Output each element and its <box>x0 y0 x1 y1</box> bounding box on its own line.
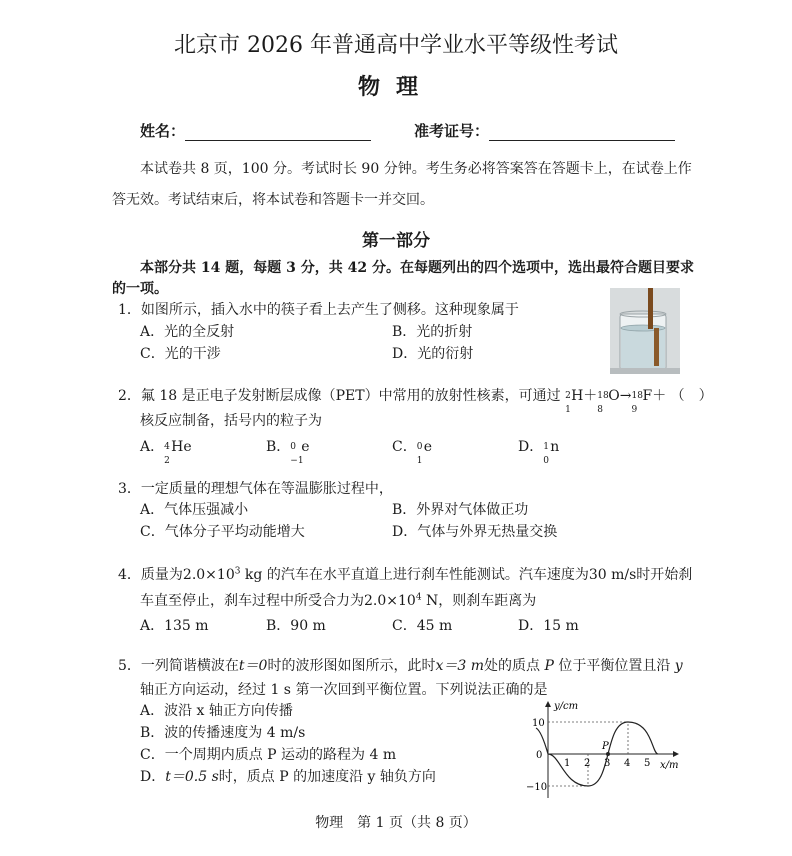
y-axis-label: y/cm <box>554 701 579 712</box>
instructions-line2: 答无效。考试结束后，将本试卷和答题卡一并交回。 <box>112 192 434 208</box>
q2-reaction: 2 1 H＋ 18 8 O→ 18 9 F＋ <box>565 388 667 415</box>
q2-option-a: A． 4 2 He <box>140 439 192 466</box>
q4-option-b: B．90 m <box>266 618 326 634</box>
page-footer: 物理 第 1 页（共 8 页） <box>315 815 477 831</box>
id-blank[interactable] <box>489 124 675 141</box>
q3-option-a: A．气体压强减小 <box>140 502 249 518</box>
q5-option-d: D．t＝0.5 s时，质点 P 的加速度沿 y 轴负方向 <box>140 769 436 785</box>
q5-stem: 5．一列简谐横波在t＝0时的波形图如图所示，此时x＝3 m处的质点 P 位于平衡位置且沿 y <box>118 658 683 674</box>
id-field[interactable] <box>414 120 675 141</box>
section-desc1: 本部分共 14 题，每题 3 分，共 42 分。在每题列出的四个选项中，选出最符合题目要求 <box>140 260 694 276</box>
q1-option-b: B．光的折射 <box>392 324 473 340</box>
q5-option-a: A．波沿 x 轴正方向传播 <box>140 703 293 719</box>
q5-option-b: B．波的传播速度为 4 m/s <box>140 725 306 741</box>
instructions-line1: 本试卷共 8 页，100 分。考试时长 90 分钟。考生务必将答案答在答题卡上，在试卷上作 <box>140 161 692 177</box>
q2-option-c: C． 0 1 e <box>392 439 433 466</box>
q1-option-d: D．光的衍射 <box>392 346 474 362</box>
x-tick-3: 3 <box>604 758 611 769</box>
q4-option-d: D．15 m <box>518 618 579 634</box>
q1-option-c: C．光的干涉 <box>140 346 221 362</box>
q1-stem: 1．如图所示，插入水中的筷子看上去产生了侧移。这种现象属于 <box>118 302 519 318</box>
y-tick-bottom: −10 <box>526 782 548 793</box>
q4-option-c: C．45 m <box>392 618 453 634</box>
q5-option-c: C．一个周期内质点 P 运动的路程为 4 m <box>140 747 397 763</box>
q3-option-b: B．外界对气体做正功 <box>392 502 529 518</box>
id-label: 准考证号： <box>414 122 490 140</box>
x-axis-label: x/m <box>660 760 679 771</box>
q2-option-d: D． 1 0 n <box>518 439 560 466</box>
point-p-label: P <box>602 741 609 752</box>
x-tick-1: 1 <box>564 758 571 769</box>
q4-option-a: A．135 m <box>140 618 209 634</box>
q3-option-d: D．气体与外界无热量交换 <box>392 524 558 540</box>
x-tick-4: 4 <box>624 758 631 769</box>
name-blank[interactable] <box>185 124 371 141</box>
q3-option-c: C．气体分子平均动能增大 <box>140 524 305 540</box>
name-label: 姓名： <box>140 122 186 140</box>
y-tick-top: 10 <box>532 718 545 729</box>
subject-title: 物理 <box>357 74 434 100</box>
q2-line2: 核反应制备，括号内的粒子为 <box>140 413 322 429</box>
x-tick-5: 5 <box>644 758 651 769</box>
q2-stem <box>118 385 713 415</box>
section-title: 第一部分 <box>362 231 430 251</box>
wave-graph <box>518 700 688 800</box>
q4-line2: 车直至停止，刹车过程中所受合力为$2.0\times 10^4$ N，则刹车距离为 <box>140 592 537 609</box>
q1-option-a: A．光的全反射 <box>140 324 235 340</box>
point-p <box>606 752 610 756</box>
q4-stem: 4．质量为$2.0\times 10^3$ kg 的汽车在水平直道上进行刹车性能测试。汽车速度为30 m/s时开始刹 <box>118 566 693 583</box>
q2-option-b: B． 0 −1 e <box>266 439 310 466</box>
q2-blank: （ ） <box>670 388 713 404</box>
exam-title: 北京市 2026 年普通高中学业水平等级性考试 <box>174 33 618 58</box>
section-desc2: 的一项。 <box>112 281 168 297</box>
q3-stem: 3．一定质量的理想气体在等温膨胀过程中， <box>118 481 393 497</box>
x-tick-2: 2 <box>584 758 591 769</box>
name-field[interactable] <box>140 120 371 141</box>
origin-label: 0 <box>536 750 543 761</box>
q5-line2: 轴正方向运动，经过 1 s 第一次回到平衡位置。下列说法正确的是 <box>140 682 548 698</box>
q2-stem-text: 2．氟 18 是正电子发射断层成像（PET）中常用的放射性核素，可通过 <box>118 388 561 404</box>
chopsticks-in-water-photo <box>610 288 680 374</box>
